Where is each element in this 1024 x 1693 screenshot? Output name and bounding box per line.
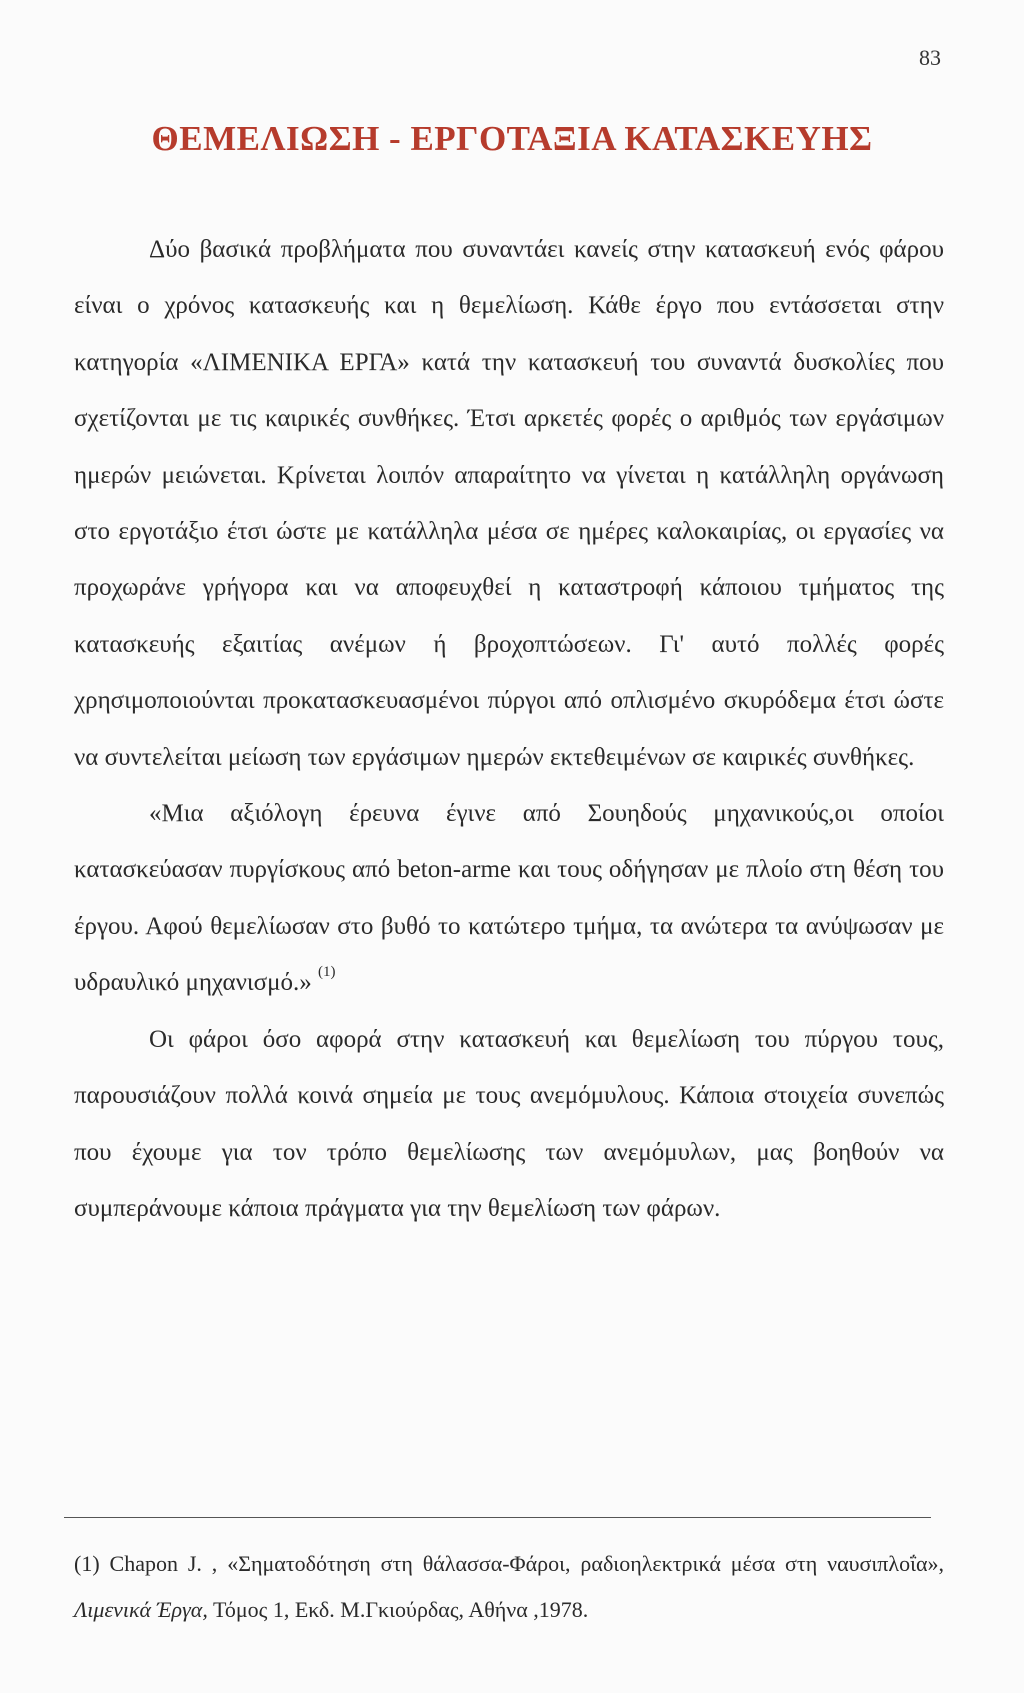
- footnote: [74, 1541, 944, 1633]
- body-text: [74, 222, 944, 1237]
- page-title: ΘΕΜΕΛΙΩΣΗ - ΕΡΓΟΤΑΞΙΑ ΚΑΤΑΣΚΕΥΗΣ: [151, 119, 873, 158]
- footnote-journal: Λιμενικά Έργα,: [74, 1597, 208, 1622]
- footnote-text: «Σηματοδότηση στη θάλασσα-Φάροι, ραδιοηλεκτρικά μέσα στη ναυσιπλοΐα»,: [227, 1551, 945, 1576]
- footnote-divider: [64, 1517, 931, 1518]
- paragraph-2-text: «Μια αξιόλογη έρευνα έγινε από Σουηδούς μηχανικούς,οι οποίοι κατασκεύασαν πυργίσκους από beton-arme και τους οδήγησαν με πλοίο στη θέση του έργου. Αφού θεμελίωσαν στο βυθό το κατώτερο τμήμα, τα ανώτερα τα ανύψωσαν με υδραυλικό μηχανισμό.»: [74, 800, 944, 997]
- footnote-marker: (1): [74, 1551, 100, 1576]
- footnote-author: Chapon J. ,: [109, 1551, 218, 1576]
- page-number: 83: [919, 45, 941, 70]
- paragraph-3: Οι φάροι όσο αφορά στην κατασκευή και θεμελίωση του πύργου τους, παρουσιάζουν πολλά κοινά σημεία με τους ανεμόμυλους. Κάποια στοιχεία συνεπώς που έχουμε για τον τρόπο θεμελίωσης των ανεμόμυλων, μας βοηθούν να συμπεράνουμε κάποια πράγματα για την θεμελίωση των φάρων.: [74, 1025, 944, 1222]
- paragraph-1: Δύο βασικά προβλήματα που συναντάει κανείς στην κατασκευή ενός φάρου είναι ο χρόνος κατασκευής και η θεμελίωση. Κάθε έργο που εντάσσεται στην κατηγορία «ΛΙΜΕΝΙΚΑ ΕΡΓΑ» κατά την κατασκευή του συναντά δυσκολίες που σχετίζονται με τις καιρικές συνθήκες. Έτσι αρκετές φορές ο αριθμός των εργάσιμων ημερών μειώνεται. Κρίνεται λοιπόν απαραίτητο να γίνεται η κατάλληλη οργάνωση στο εργοτάξιο έτσι ώστε με κατάλληλα μέσα σε ημέρες καλοκαιρίας, οι εργασίες να προχωράνε γρήγορα και να αποφευχθεί η καταστροφή κάποιου τμήματος της κατασκευής εξαιτίας ανέμων ή βροχοπτώσεων. Γι' αυτό πολλές φορές χρησιμοποιούνται προκατασκευασμένοι πύργοι από οπλισμένο σκυρόδεμα έτσι ώστε να συντελείται μείωση των εργάσιμων ημερών εκτεθειμένων σε καιρικές συνθήκες.: [74, 236, 944, 771]
- footnote-reference: (1): [317, 964, 336, 981]
- paragraph-2: [74, 786, 944, 1012]
- footnote-details: Τόμος 1, Εκδ. Μ.Γκιούρδας, Αθήνα ,1978.: [212, 1597, 589, 1622]
